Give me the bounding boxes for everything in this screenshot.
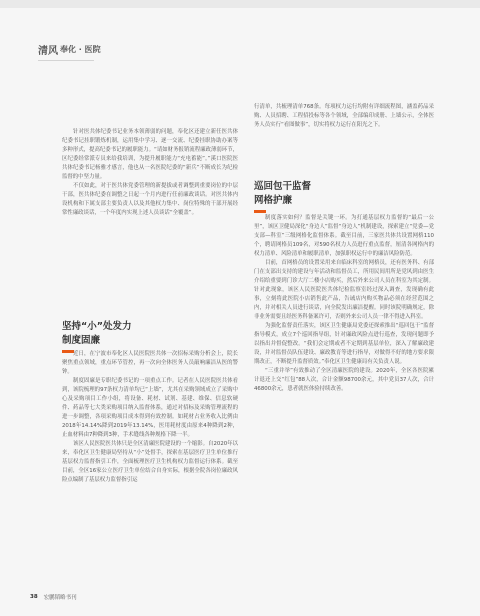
magazine-name: 宏鹏韬略书刊 xyxy=(43,595,77,601)
paragraph: “三重并举”有效推动了全区清廉医院的建设。2020年，全区各医院累计退还上交“红包”88人次，合计金额98700余元，其中党员37人次，合计46800余元，患者就医体验持续改善。 xyxy=(254,368,434,392)
paragraph: 制度固廉是专职纪委书记的一项重点工作。记者在人民医院医共体看到，该院梳理的97条权力清单均已“上墙”，尤其在采购领域成立了采购中心及采购项目工作小组，将设备、耗材、试剂、基建、维保、信息软硬件、药品等七大类采购项目纳入监督体系，通过对招标及采购管理流程的进一步调整，各项采购项目成本得到有效控制。如耗材占业务收入比例由2018年14.14%降到2019年13.14%，医用耗材度由原来4种降到2种，止血材料由7种降到3种，手术缝线各种规格下降一半。 xyxy=(62,378,238,438)
paragraph: 为强化监督责任落实，该区卫生健康局党委还探索推出“巡回包干”监督指导模式，成立7个巡回指导组，针对廉政风险点进行巡查，发现问题即予以指出并督促整改。“我们会定期或者不定期到基层单位，深入了解廉政建设，并对监督员队伍建设、廉政教育等进行指导，对做得不好的地方要求限期改正，不断提升监督质效。”奉化区卫生健康局有关负责人说。 xyxy=(254,323,434,365)
header-divider xyxy=(38,60,94,61)
paragraph: 针对医共体纪委书记业务本领薄弱的问题，奉化区还建立新任医共体纪委书记挂职锻炼机制，运用集中学习、逐一交流、纪委挂职协助办案等多种形式，提高纪委书记的履职能力。“请如财务报销流程廉政薄弱环节，区纪委经常派专员来给我培训，为提升履职能力“充电蓄能”。”溪口医院医共体纪委书记杨雅才感言，他也从一名医院纪委的“新兵”不断成长为纪检监督的中坚力量。 xyxy=(62,129,238,180)
top-band xyxy=(0,0,480,8)
header-brand-logo: 清风 xyxy=(38,45,58,57)
header-section-title: 奉化 · 医院 xyxy=(60,44,101,54)
paragraph: 近日，在宁波市奉化区人民医院医共体一次招标采购分析会上，院长聚焦重点领域，重点环节管控，再一次向全体医务人员敲响廉洁从医的警钟。 xyxy=(62,351,238,375)
page-footer xyxy=(30,593,77,601)
section-title-line2: 网格护廉 xyxy=(254,195,293,206)
left-section-heading xyxy=(62,320,132,353)
running-header xyxy=(38,42,101,56)
left-column-body xyxy=(62,350,238,485)
right-column-intro xyxy=(254,103,434,130)
section-title-line1: 巡回包干监督 xyxy=(254,181,312,192)
left-column-intro xyxy=(62,128,238,218)
paragraph: 制度落实如何？监督是关键一环。为打通基层权力监督的“最后一公里”，该区卫健局深化“身边人”监督“身边人”机制建设，探索建立“党委—党支部—科室”三级网格化监督体系。截至目前，三家医共体共设置网格110个，聘请网格员109名，对590名权力人员进行重点监督，厘清各网格内的权力清单、风险清单和履职清单，加强职权运行中的廉洁风险防范。 xyxy=(254,215,434,257)
paragraph: 行清单，共梳理清单768条。每项权力运行均附有详细流程图，涵盖药品采购、人员招聘、工程招投标等各个领域，全部编印成册、上墙公示，全体医务人员实行“看图做事”，切实将权力运行在阳光之下。 xyxy=(254,104,434,128)
section-accent-bar xyxy=(254,210,266,213)
paragraph: 不仅如此，对于医共体党委管理的新提拔或者调整到重要岗位的中层干部，医共体纪委在调整之日起一个月内进行任前廉政谈话。对医共体内设机构和下属支部主要负责人以及其他权力集中、岗位特殊的干部开展经常性廉政谈话，一个年度内实现上述人员谈话“全覆盖”。 xyxy=(62,183,238,216)
paragraph: 目前，首网格员的设置采用来自临床科室的网格员，还有医务科、有部门在支部出支持的建设与年活动和监督员工，所用民间用所是党风到由医生介绍给重要到门诊大厅二楼小店购买，然后外来公司人员在科室为其定制。针对此现象，该区人民医院医共体纪检监察室经过深入调查，发现确有此事，立刻将此医院小店销售此产品，告诫店内购买物品必须在经营范围之内，并对相关人员进行谈话，向全院发出廉洁提醒。同时该院明确规定，除非业务需要且经医务科备案许可，否则外来公司人员一律不得进入科室。 xyxy=(254,260,434,320)
right-section-heading xyxy=(254,180,311,213)
section-title-line2: 制度固廉 xyxy=(62,335,101,346)
section-title-line1: 坚持“小”处发力 xyxy=(62,321,132,332)
page-number: 38 xyxy=(30,594,38,600)
paragraph: 该区人民医院医共体只是全区清廉医院建设的一个缩影。自2020年以来，奉化区卫生健康局坚持从“小”处督手，探索在基层医疗卫生单位推行基层权力监督指引工作，全面梳理医疗卫生机构权力监督运行体系。截至目前，全区16家公立医疗卫生单位结合自身实际，根据全院各岗位廉政风险点编制了基层权力监督指引运 xyxy=(62,441,238,483)
right-column-body xyxy=(254,214,434,394)
